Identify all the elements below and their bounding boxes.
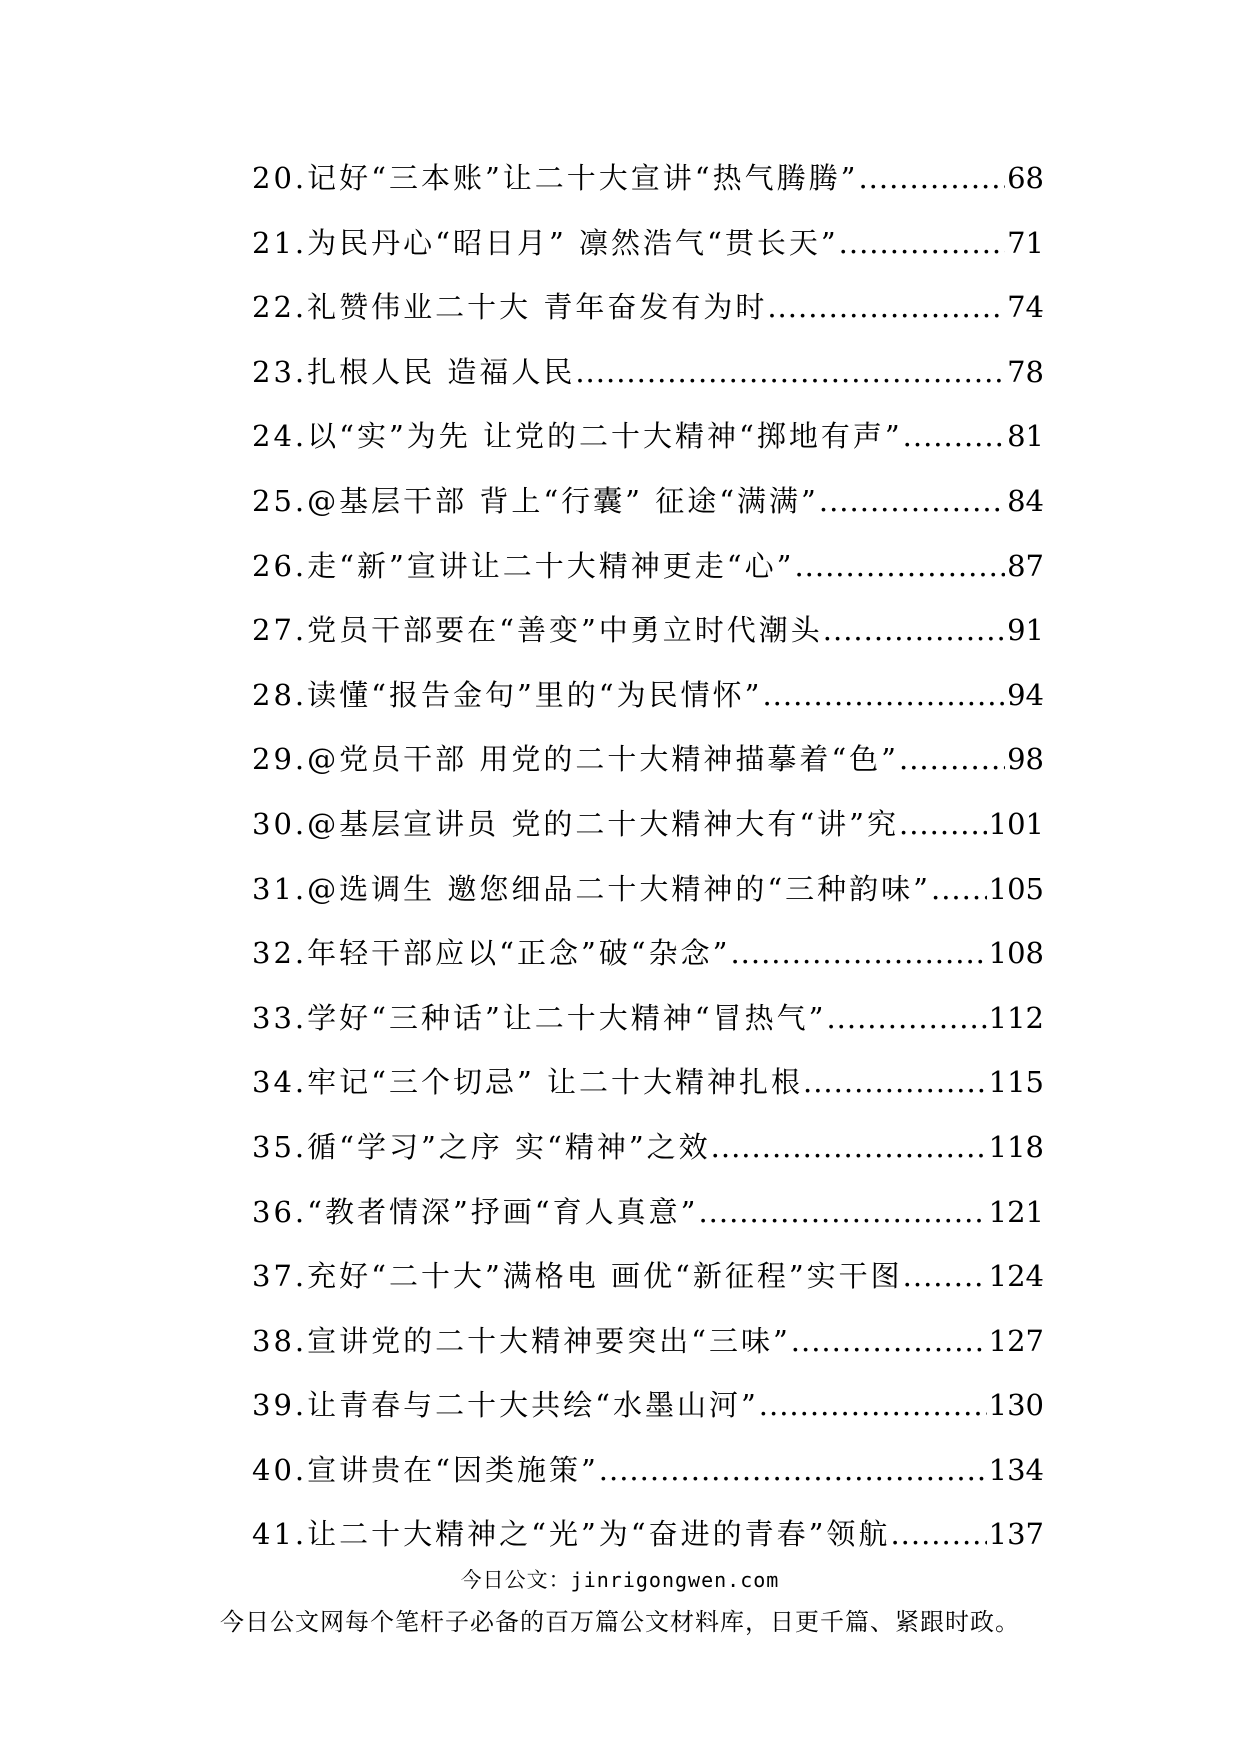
toc-dot-leader [803, 1065, 987, 1099]
toc-entry-page: 71 [1007, 225, 1044, 260]
toc-entry-title: 32.年轻干部应以“正念”破“杂念” [252, 936, 731, 971]
toc-entry-title: 33.学好“三种话”让二十大精神“冒热气” [252, 1000, 827, 1035]
toc-dot-leader [823, 613, 1005, 647]
toc-entry-page: 112 [988, 1000, 1044, 1035]
toc-dot-leader [794, 549, 1005, 583]
toc-dot-leader [698, 1195, 986, 1229]
toc-entry[interactable] [252, 737, 1044, 802]
toc-dot-leader [931, 872, 987, 906]
toc-entry-title: 25.@基层干部 背上“行囊” 征途“满满” [252, 483, 819, 518]
toc-entry-title: 35.循“学习”之序 实“精神”之效 [252, 1129, 711, 1164]
toc-entry[interactable] [252, 1254, 1044, 1319]
toc-entry[interactable] [252, 867, 1044, 932]
toc-entry-page: 74 [1007, 290, 1044, 325]
toc-entry-page: 105 [988, 871, 1044, 906]
toc-entry-page: 121 [988, 1194, 1044, 1229]
footer-site-url[interactable]: jinrigongwen.com [570, 1568, 780, 1592]
footer-slogan: 今日公文网每个笔杆子必备的百万篇公文材料库，日更千篇、紧跟时政。 [220, 1608, 1020, 1636]
toc-entry[interactable] [252, 996, 1044, 1061]
footer-site-label: 今日公文： [460, 1568, 571, 1592]
toc-entry-title: 39.让青春与二十大共绘“水墨山河” [252, 1388, 759, 1423]
toc-entry-page: 68 [1007, 161, 1044, 195]
toc-entry-page: 84 [1007, 483, 1044, 518]
toc-entry[interactable] [252, 1190, 1044, 1255]
toc-entry-page: 118 [988, 1129, 1044, 1164]
toc-entry-title: 29.@党员干部 用党的二十大精神描摹着“色” [252, 742, 899, 777]
toc-entry-title: 40.宣讲贵在“因类施策” [252, 1452, 599, 1487]
toc-dot-leader [858, 161, 1005, 195]
toc-entry-page: 91 [1007, 613, 1044, 648]
toc-entry[interactable] [252, 1125, 1044, 1190]
toc-entry-page: 101 [988, 806, 1044, 841]
toc-entry[interactable] [252, 156, 1044, 221]
toc-entry-title: 23.扎根人民 造福人民 [252, 354, 576, 389]
toc-entry-title: 38.宣讲党的二十大精神要突出“三味” [252, 1323, 791, 1358]
toc-entry[interactable] [252, 544, 1044, 609]
toc-entry-title: 28.读懂“报告金句”里的“为民情怀” [252, 677, 763, 712]
toc-entry-title: 30.@基层宣讲员 党的二十大精神大有“讲”究 [252, 806, 899, 841]
toc-dot-leader [762, 678, 1005, 712]
toc-dot-leader [899, 807, 987, 841]
toc-entry-page: 108 [988, 936, 1044, 971]
toc-dot-leader [599, 1453, 987, 1487]
toc-entry-title: 22.礼赞伟业二十大 青年奋发有为时 [252, 290, 768, 325]
toc-dot-leader [903, 1259, 987, 1293]
toc-dot-leader [899, 742, 1005, 776]
toc-entry[interactable] [252, 608, 1044, 673]
toc-entry[interactable] [252, 479, 1044, 544]
toc-entry[interactable] [252, 221, 1044, 286]
toc-entry-page: 130 [988, 1388, 1044, 1423]
toc-entry-title: 31.@选调生 邀您细品二十大精神的“三种韵味” [252, 871, 931, 906]
toc-entry-page: 98 [1007, 742, 1044, 777]
toc-dot-leader [767, 290, 1005, 324]
toc-entry-page: 81 [1007, 419, 1044, 454]
toc-entry-page: 78 [1007, 354, 1044, 389]
toc-entry[interactable] [252, 673, 1044, 738]
toc-entry[interactable] [252, 350, 1044, 415]
toc-entry[interactable] [252, 931, 1044, 996]
toc-entry[interactable] [252, 1383, 1044, 1448]
toc-dot-leader [759, 1388, 987, 1422]
toc-entry[interactable] [252, 1319, 1044, 1384]
toc-dot-leader [730, 936, 986, 970]
toc-entry-page: 137 [988, 1517, 1044, 1552]
toc-dot-leader [890, 1517, 986, 1551]
toc-dot-leader [826, 1001, 986, 1035]
footer-site [0, 1564, 1240, 1594]
toc-dot-leader [791, 1324, 987, 1358]
toc-entry-title: 24.以“实”为先 让党的二十大精神“掷地有声” [252, 419, 903, 454]
toc-dot-leader [903, 419, 1005, 453]
table-of-contents [252, 156, 1044, 1577]
toc-entry-title: 26.走“新”宣讲让二十大精神更走“心” [252, 548, 795, 583]
toc-entry[interactable] [252, 285, 1044, 350]
toc-entry-page: 115 [988, 1065, 1044, 1100]
toc-dot-leader [819, 484, 1005, 518]
toc-dot-leader [839, 226, 1005, 260]
toc-entry-page: 94 [1007, 677, 1044, 712]
toc-entry-title: 37.充好“二十大”满格电 画优“新征程”实干图 [252, 1259, 903, 1294]
toc-entry-page: 127 [988, 1323, 1044, 1358]
toc-entry-title: 27.党员干部要在“善变”中勇立时代潮头 [252, 613, 823, 648]
toc-entry-title: 41.让二十大精神之“光”为“奋进的青春”领航 [252, 1517, 891, 1552]
toc-entry[interactable] [252, 1448, 1044, 1513]
toc-dot-leader [575, 355, 1005, 389]
toc-entry-page: 87 [1007, 548, 1044, 583]
toc-entry-title: 36.“教者情深”抒画“育人真意” [252, 1194, 699, 1229]
toc-entry[interactable] [252, 1060, 1044, 1125]
toc-entry-title: 34.牢记“三个切忌” 让二十大精神扎根 [252, 1065, 803, 1100]
toc-entry-page: 134 [988, 1452, 1044, 1487]
toc-entry-title: 21.为民丹心“昭日月” 凛然浩气“贯长天” [252, 225, 839, 260]
toc-dot-leader [711, 1130, 987, 1164]
toc-entry[interactable] [252, 414, 1044, 479]
toc-entry-title: 20.记好“三本账”让二十大宣讲“热气腾腾” [252, 161, 859, 195]
toc-entry[interactable] [252, 802, 1044, 867]
toc-entry-page: 124 [988, 1259, 1044, 1294]
